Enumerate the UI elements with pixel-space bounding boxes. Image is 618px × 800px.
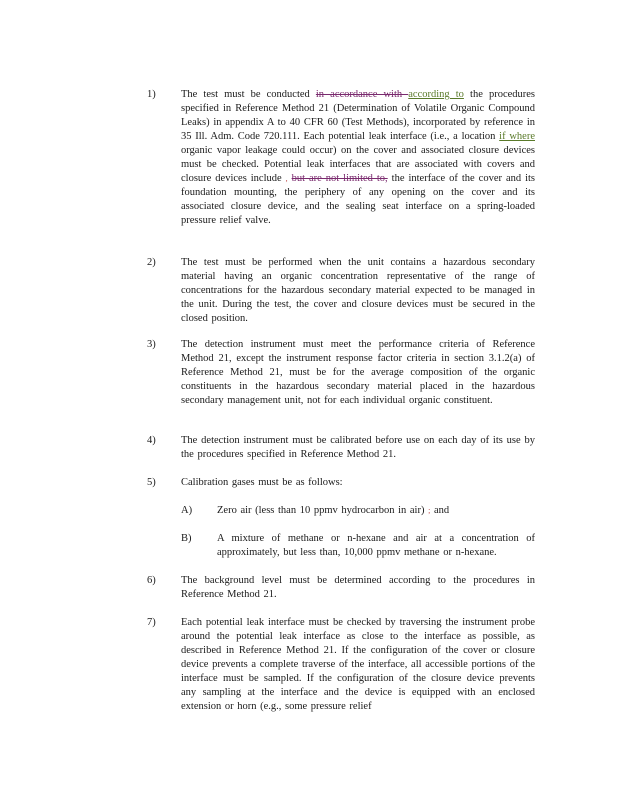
item-text: Each potential leak interface must be checked by traversing the instrument probe around the potential leak interface as close to the interface as possible, as described in Reference Method 21. If the configuration of the cover or closure device prevents a complete traverse of the interface, all accessible portions of the interface must be sampled. If the configuration of the closure device prevents any sampling at the interface and the device is equipped with an enclosed extension or horn (e.g., some pressure relief bbox=[181, 617, 535, 712]
inserted-text: according to bbox=[408, 89, 464, 100]
text-run: and bbox=[430, 505, 450, 516]
item-number: 1) bbox=[147, 89, 156, 100]
item-text: The test must be performed when the unit contains a hazardous secondary material having an organic concentration representative of the range of concentrations for the hazardous secondary material expected to be managed in the unit. During the test, the cover and closure devices must be secured in the closed position. bbox=[181, 257, 535, 324]
inserted-text: if where bbox=[499, 131, 535, 142]
text-run: The test must be conducted bbox=[181, 89, 316, 100]
item-text: Calibration gases must be as follows: bbox=[181, 477, 343, 488]
revision-mark: ; bbox=[428, 506, 431, 515]
item-number: B) bbox=[181, 533, 192, 544]
item-number: 5) bbox=[147, 477, 156, 488]
deleted-text: in accordance with bbox=[315, 89, 409, 100]
text-run: Zero air (less than 10 ppmv hydrocarbon in air) bbox=[217, 505, 425, 516]
text-run: organic vapor leakage could occur) on the cover and associated closure devices must be checked. Potential leak interfaces that are associated with covers and closure devices include bbox=[181, 145, 535, 184]
text-run: the interface of the cover and its foundation mounting, the periphery of any opening on the cover and its associated closure device, and the sealing seat interface on a spring-loaded pressure relief valve. bbox=[181, 173, 535, 226]
item-text: The detection instrument must be calibrated before use on each day of its use by the procedures specified in Reference Method 21. bbox=[181, 435, 535, 460]
item-number: 2) bbox=[147, 257, 156, 268]
item-number: 3) bbox=[147, 339, 156, 350]
item-number: 4) bbox=[147, 435, 156, 446]
revision-mark: , bbox=[285, 174, 288, 183]
item-text: A mixture of methane or n-hexane and air at a concentration of approximately, but less than, 10,000 ppmv methane or n-hexane. bbox=[217, 533, 535, 558]
item-number: 7) bbox=[147, 617, 156, 628]
text-run: the procedures specified in Reference Method 21 (Determination of Volatile Organic Compound Leaks) in appendix A to 40 CFR 60 (Test Methods), incorporated by reference in 35 Ill. Adm. Code 720.111. Each potential leak interface (i.e., a location bbox=[181, 89, 536, 142]
item-text: The detection instrument must meet the performance criteria of Reference Method 21, except the instrument response factor criteria in section 3.1.2(a) of Reference Method 21, must be for the average composition of the organic constituents in the hazardous secondary material placed in the hazardous secondary management unit, not for each individual organic constituent. bbox=[181, 339, 535, 406]
item-text: The background level must be determined according to the procedures in Reference Method 21. bbox=[181, 575, 535, 600]
item-text bbox=[181, 88, 535, 228]
item-number: A) bbox=[181, 505, 193, 516]
item-number: 6) bbox=[147, 575, 156, 586]
item-text bbox=[217, 504, 535, 518]
deleted-text: but are not limited to, bbox=[291, 173, 388, 184]
